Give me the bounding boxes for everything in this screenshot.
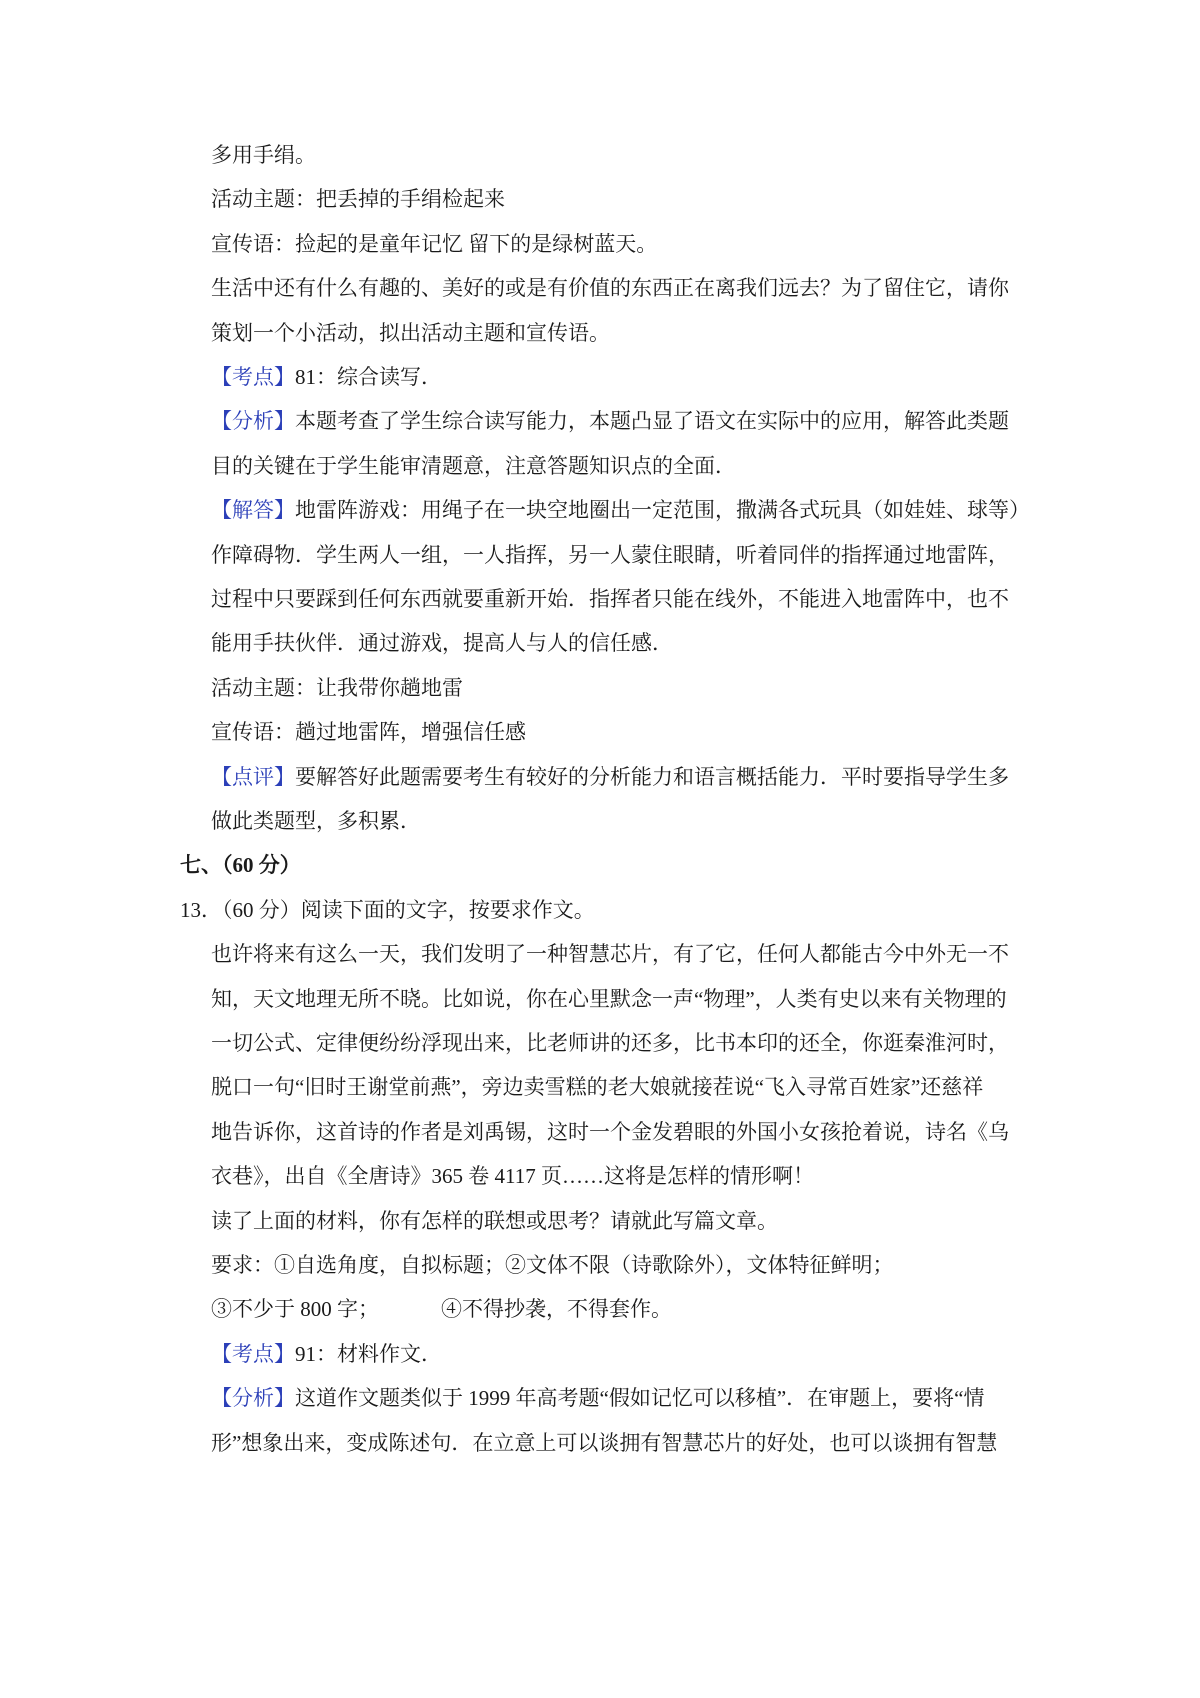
text-line: 地告诉你，这首诗的作者是刘禹锡，这时一个金发碧眼的外国小女孩抢着说，诗名《乌 — [211, 1120, 1009, 1144]
fenxi-tag: 【分析】 — [211, 409, 295, 433]
kaodian-line — [211, 362, 442, 392]
text-span: 这道作文题类似于 1999 年高考题“假如记忆可以移植”．在审题上，要将“情 — [295, 1386, 985, 1410]
kaodian-tag: 【考点】 — [211, 365, 295, 389]
text-line: 目的关键在于学生能审清题意，注意答题知识点的全面． — [211, 454, 736, 478]
dianping-line — [211, 762, 1009, 792]
requirements-line — [211, 1294, 672, 1324]
text-line: 读了上面的材料，你有怎样的联想或思考？请就此写篇文章。 — [211, 1209, 778, 1233]
text-line: 生活中还有什么有趣的、美好的或是有价值的东西正在离我们远去？为了留住它，请你 — [211, 276, 1009, 300]
kaodian-line — [211, 1339, 442, 1369]
fenxi-tag: 【分析】 — [211, 1386, 295, 1410]
text-line: 做此类题型，多积累． — [211, 809, 421, 833]
text-line: 也许将来有这么一天，我们发明了一种智慧芯片，有了它，任何人都能古今中外无一不 — [211, 942, 1009, 966]
text-line: 要求：①自选角度，自拟标题；②文体不限（诗歌除外），文体特征鲜明； — [211, 1253, 894, 1277]
text-span: ④不得抄袭，不得套作。 — [441, 1297, 672, 1321]
text-span: 81：综合读写． — [295, 365, 442, 389]
text-line: 能用手扶伙伴．通过游戏，提高人与人的信任感． — [211, 631, 673, 655]
jieda-tag: 【解答】 — [211, 498, 295, 522]
text-line: 宣传语：趟过地雷阵，增强信任感 — [211, 720, 526, 744]
text-span: 要解答好此题需要考生有较好的分析能力和语言概括能力．平时要指导学生多 — [295, 765, 1009, 789]
text-span: ③不少于 800 字； — [211, 1297, 379, 1321]
text-span: 本题考查了学生综合读写能力，本题凸显了语文在实际中的应用，解答此类题 — [295, 409, 1009, 433]
text-span: 91：材料作文． — [295, 1342, 442, 1366]
text-line: 脱口一句“旧时王谢堂前燕”，旁边卖雪糕的老大娘就接茬说“飞入寻常百姓家”还慈祥 — [211, 1075, 984, 1099]
text-line: 衣巷》，出自《全唐诗》365 卷 4117 页……这将是怎样的情形啊！ — [211, 1164, 814, 1188]
jieda-line — [211, 495, 1030, 525]
fenxi-line — [211, 1383, 984, 1413]
fenxi-line — [211, 406, 1009, 436]
text-line: 作障碍物．学生两人一组，一人指挥，另一人蒙住眼睛，听着同伴的指挥通过地雷阵， — [211, 543, 1009, 567]
text-line: 策划一个小活动，拟出活动主题和宣传语。 — [211, 321, 610, 345]
text-line: 多用手绢。 — [211, 143, 316, 167]
text-line: 宣传语：捡起的是童年记忆 留下的是绿树蓝天。 — [211, 232, 658, 256]
text-span: 地雷阵游戏：用绳子在一块空地圈出一定范围，撒满各式玩具（如娃娃、球等） — [295, 498, 1030, 522]
kaodian-tag: 【考点】 — [211, 1342, 295, 1366]
text-line: 知，天文地理无所不晓。比如说，你在心里默念一声“物理”，人类有史以来有关物理的 — [211, 987, 1007, 1011]
text-line: 活动主题：让我带你趟地雷 — [211, 676, 463, 700]
text-line: 形”想象出来，变成陈述句．在立意上可以谈拥有智慧芯片的好处，也可以谈拥有智慧 — [211, 1431, 998, 1455]
text-line: 活动主题：把丢掉的手绢检起来 — [211, 187, 505, 211]
dianping-tag: 【点评】 — [211, 765, 295, 789]
question-title: 13．（60 分）阅读下面的文字，按要求作文。 — [180, 898, 595, 922]
section-heading: 七、（60 分） — [180, 853, 301, 877]
text-line: 过程中只要踩到任何东西就要重新开始．指挥者只能在线外，不能进入地雷阵中，也不 — [211, 587, 1009, 611]
text-line: 一切公式、定律便纷纷浮现出来，比老师讲的还多，比书本印的还全，你逛秦淮河时， — [211, 1031, 1009, 1055]
